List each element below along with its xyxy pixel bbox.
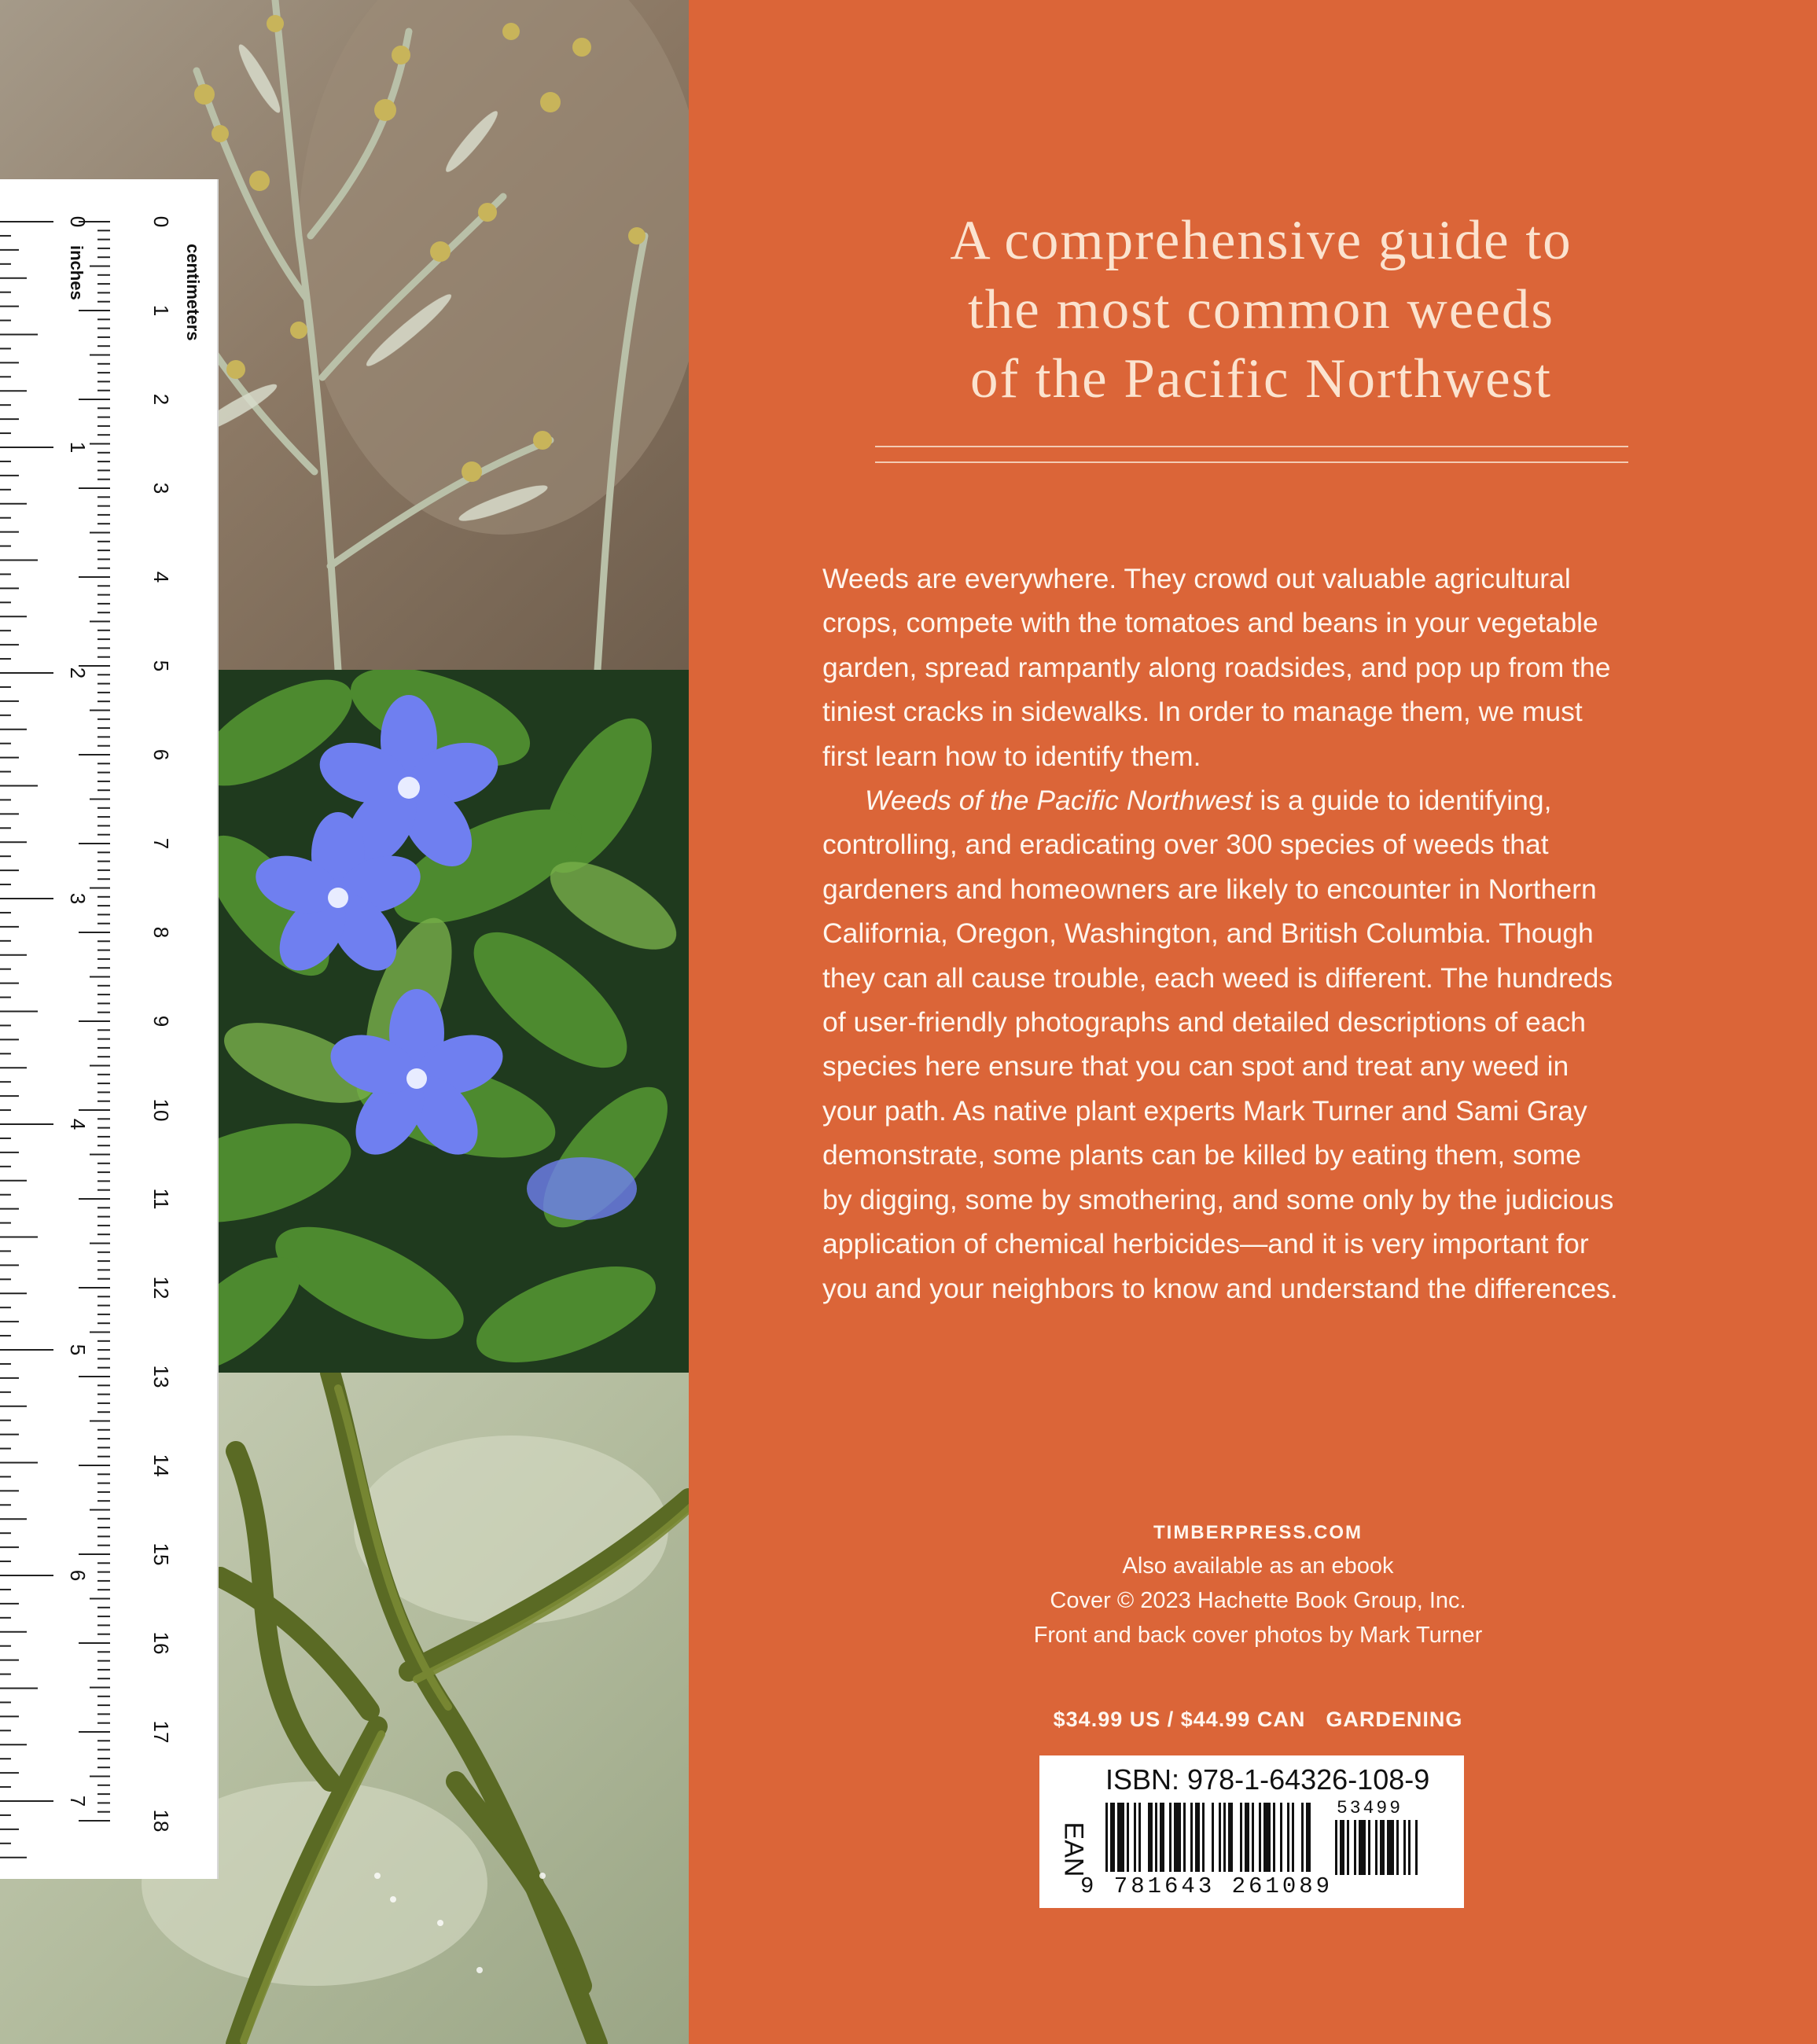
barcode-block: [1039, 1755, 1464, 1908]
cm-number: 6: [149, 748, 173, 761]
description-line: gardeners and homeowners are likely to encounter in Northern: [822, 873, 1597, 905]
inch-number: 2: [66, 667, 90, 679]
photo-credit: Front and back cover photos by Mark Turner: [1033, 1623, 1483, 1648]
description-line: controlling, and eradicating over 300 species of weeds that: [822, 829, 1549, 861]
cm-number: 10: [149, 1098, 173, 1122]
barcode-bar: [1273, 1803, 1275, 1872]
barcode-bar: [1134, 1803, 1136, 1872]
addon-bar: [1368, 1820, 1370, 1875]
description-line: tiniest cracks in sidewalks. In order to manage them, we must: [822, 696, 1583, 728]
barcode-bar: [1202, 1803, 1205, 1872]
barcode-bar: [1212, 1803, 1214, 1872]
addon-bar: [1415, 1820, 1418, 1875]
description-line: by digging, some by smothering, and some only by the judicious: [822, 1183, 1614, 1215]
barcode-bar: [1287, 1803, 1289, 1872]
barcode-bar: [1117, 1803, 1124, 1872]
addon-bar: [1380, 1820, 1385, 1875]
barcode-bar: [1301, 1803, 1304, 1872]
description-line: your path. As native plant experts Mark Turner and Sami Gray: [822, 1094, 1587, 1127]
description-line: Weeds are everywhere. They crowd out valuable agricultural: [822, 563, 1571, 594]
barcode-bar: [1223, 1803, 1226, 1872]
addon-bar: [1375, 1820, 1377, 1875]
description-line: application of chemical herbicides—and it is very important for: [822, 1228, 1589, 1260]
description: [822, 557, 1719, 1311]
barcode-bar: [1280, 1803, 1282, 1872]
barcode-bar: [1263, 1803, 1271, 1872]
barcode-bar: [1245, 1803, 1249, 1872]
cm-number: 8: [149, 926, 173, 939]
cm-number: 5: [149, 660, 173, 672]
headline-line-1: A comprehensive guide to: [950, 210, 1572, 271]
barcode-bar: [1174, 1803, 1181, 1872]
headline-line-3: of the Pacific Northwest: [969, 348, 1553, 410]
cm-number: 18: [149, 1809, 173, 1833]
cm-number: 0: [149, 215, 173, 228]
description-line: demonstrate, some plants can be killed by eating them, some: [822, 1139, 1581, 1171]
cm-number: 7: [149, 837, 173, 850]
barcode-bar: [1219, 1803, 1221, 1872]
barcode-bar: [1259, 1803, 1261, 1872]
addon-bar: [1340, 1820, 1344, 1875]
inch-number: 5: [66, 1344, 90, 1356]
barcode-bar: [1228, 1803, 1233, 1872]
barcode-bar: [1306, 1803, 1311, 1872]
barcode-bar: [1110, 1803, 1115, 1872]
inch-number: 3: [66, 892, 90, 905]
price: $34.99 US / $44.99 CAN: [1053, 1708, 1306, 1731]
isbn-number: ISBN: 978-1-64326-108-9: [1105, 1763, 1430, 1796]
divider-bottom: [875, 461, 1628, 463]
headline: [813, 206, 1709, 414]
cm-number: 15: [149, 1542, 173, 1566]
measuring-ruler: [0, 179, 219, 1879]
description-line: species here ensure that you can spot and treat any weed in: [822, 1050, 1569, 1083]
cm-number: 12: [149, 1276, 173, 1300]
addon-bar: [1403, 1820, 1406, 1875]
addon-bar: [1347, 1820, 1349, 1875]
price-code: 53499: [1337, 1798, 1403, 1818]
barcode-bar: [1138, 1803, 1141, 1872]
publisher-website: TIMBERPRESS.COM: [1153, 1522, 1363, 1543]
barcode-bar: [1240, 1803, 1242, 1872]
barcode-bar: [1169, 1803, 1171, 1872]
barcode-bar: [1105, 1803, 1108, 1872]
description-line: crops, compete with the tomatoes and beans in your vegetable: [822, 607, 1598, 639]
description-line: they can all cause trouble, each weed is different. The hundreds: [822, 961, 1613, 994]
price-line: [865, 1708, 1651, 1732]
description-line: [822, 778, 1719, 822]
description-line: you and your neighbors to know and understand the differences.: [822, 1272, 1618, 1304]
addon-bar: [1354, 1820, 1356, 1875]
barcode-bar: [1155, 1803, 1157, 1872]
cm-number: 9: [149, 1015, 173, 1028]
cm-number: 16: [149, 1631, 173, 1655]
cm-number: 3: [149, 482, 173, 494]
barcode-bar: [1148, 1803, 1153, 1872]
ebook-note: Also available as an ebook: [1122, 1553, 1394, 1579]
cm-number: 13: [149, 1365, 173, 1388]
barcode-bar: [1195, 1803, 1200, 1872]
credits: [865, 1517, 1651, 1652]
addon-bar: [1387, 1820, 1394, 1875]
description-line: California, Oregon, Washington, and British Columbia. Though: [822, 917, 1594, 950]
barcode-bar: [1292, 1803, 1294, 1872]
addon-bar: [1359, 1820, 1366, 1875]
cm-number: 17: [149, 1720, 173, 1744]
inch-number: 7: [66, 1795, 90, 1807]
barcode-bar: [1190, 1803, 1193, 1872]
inch-number: 1: [66, 441, 90, 454]
cm-number: 14: [149, 1454, 173, 1477]
ean-label: EAN: [1058, 1822, 1089, 1877]
headline-line-2: the most common weeds: [968, 279, 1554, 340]
cm-number: 11: [149, 1188, 173, 1210]
copyright-note: Cover © 2023 Hachette Book Group, Inc.: [1050, 1588, 1466, 1613]
inch-number: 6: [66, 1569, 90, 1582]
book-title: Weeds of the Pacific Northwest: [865, 785, 1252, 817]
barcode-bar: [1160, 1803, 1164, 1872]
description-line: of user-friendly photographs and detailed descriptions of each: [822, 1006, 1586, 1039]
inch-number: 0: [66, 215, 90, 228]
barcode-bar: [1127, 1803, 1129, 1872]
addon-bar: [1396, 1820, 1399, 1875]
ruler-ticks: [0, 179, 217, 1879]
cm-number: 2: [149, 393, 173, 406]
description-line: garden, spread rampantly along roadsides, and pop up from the: [822, 651, 1611, 683]
description-text: is a guide to identifying,: [1252, 785, 1552, 817]
description-line: first learn how to identify them.: [822, 740, 1201, 772]
cm-number: 1: [149, 304, 173, 317]
barcode-bar: [1183, 1803, 1186, 1872]
barcode-digits: 9 781643 261089: [1080, 1873, 1333, 1899]
inch-number: 4: [66, 1118, 90, 1130]
cm-number: 4: [149, 571, 173, 583]
addon-bar: [1408, 1820, 1411, 1875]
centimeters-label: centimeters: [183, 244, 203, 341]
barcode-bar: [1252, 1803, 1254, 1872]
category: GARDENING: [1326, 1708, 1463, 1731]
divider-top: [875, 446, 1628, 447]
addon-bar: [1335, 1820, 1337, 1875]
inches-label: inches: [67, 245, 86, 300]
